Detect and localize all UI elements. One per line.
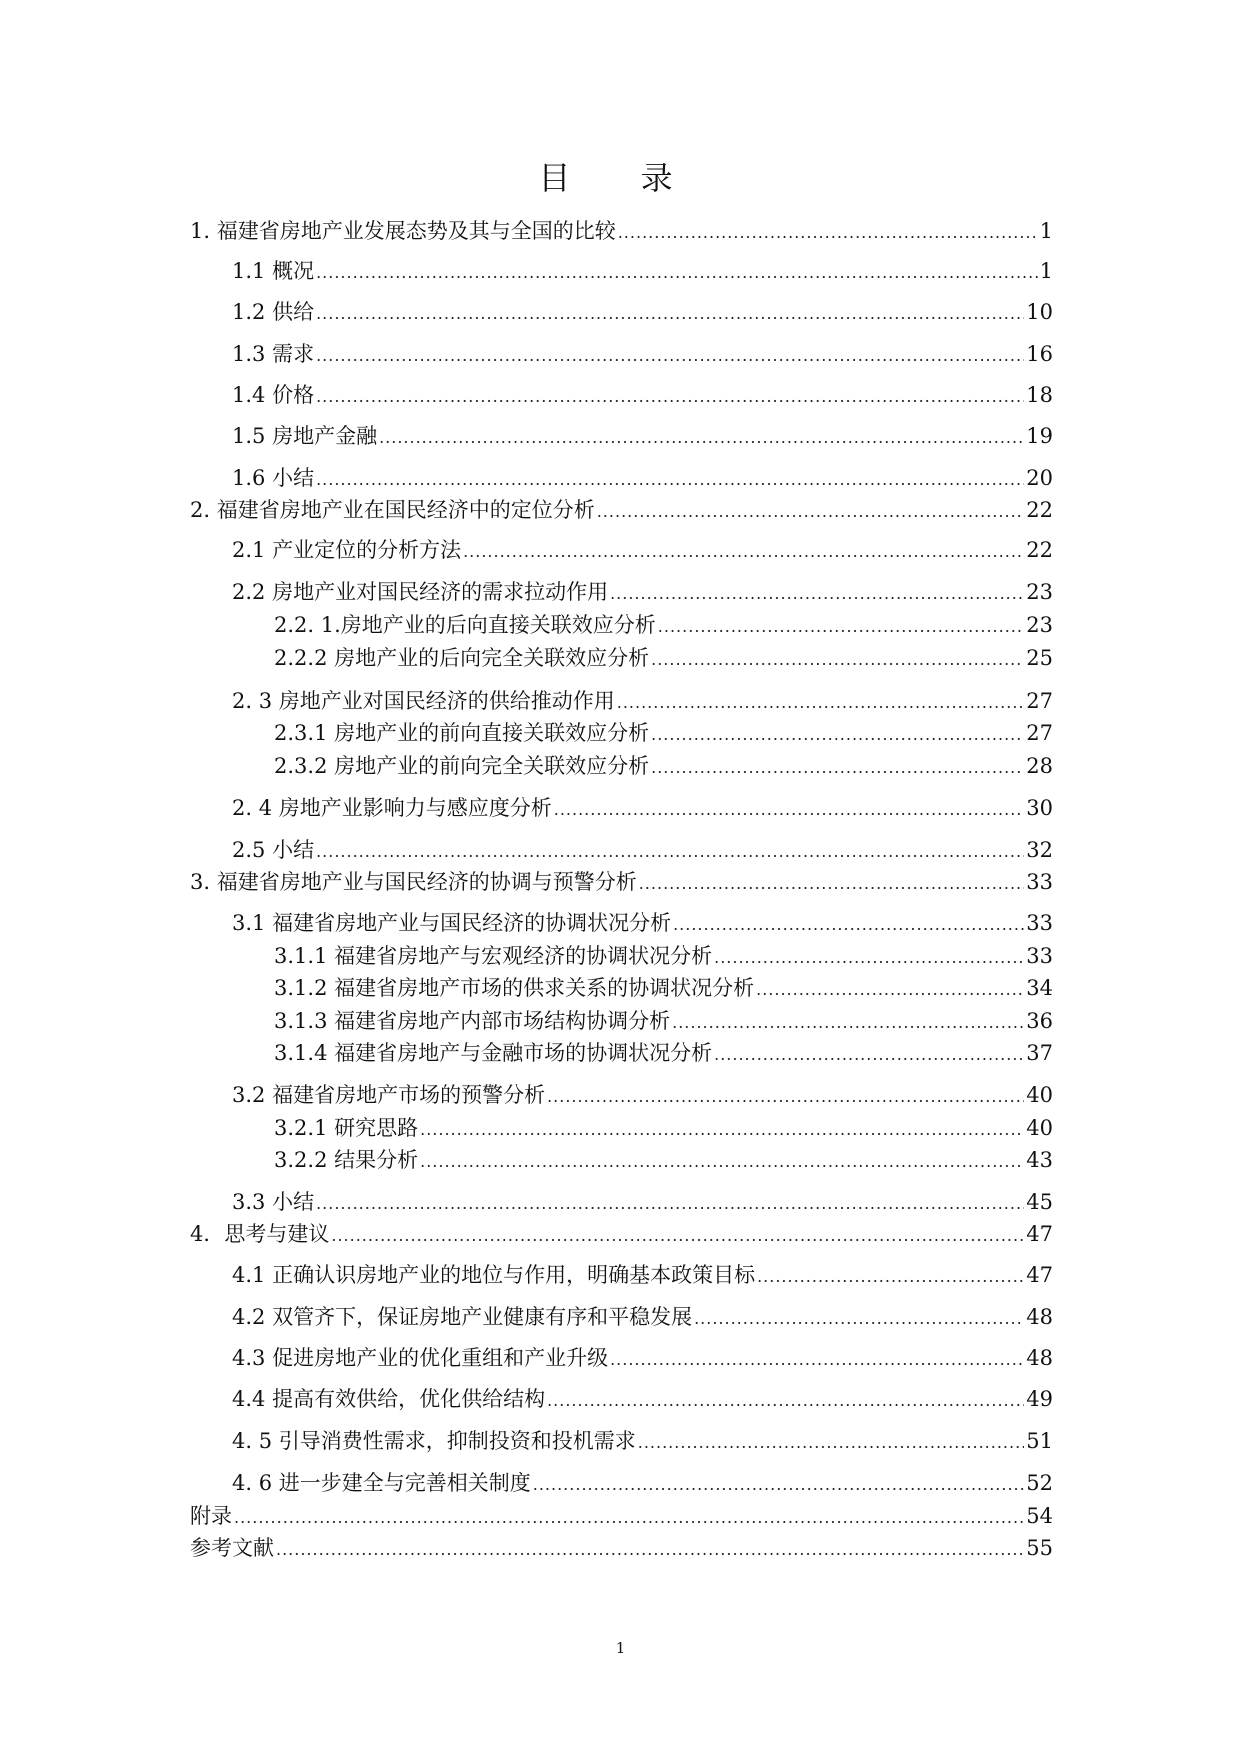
toc-entry[interactable] [274,1147,1053,1175]
toc-entry[interactable] [232,910,1053,938]
toc-leader-dots [658,614,1024,640]
toc-entry[interactable] [232,1386,1053,1414]
toc-leader-dots [673,912,1024,938]
toc-entry-page: 48 [1026,1346,1053,1370]
toc-entry-page: 32 [1026,838,1053,862]
toc-entry[interactable] [232,795,1053,823]
toc-entry[interactable] [190,1221,1053,1249]
toc-leader-dots [651,722,1024,748]
toc-entry-page: 51 [1026,1429,1053,1453]
toc-entry-page: 27 [1026,689,1053,713]
toc-entry-label: 4．思考与建议 [190,1222,330,1246]
toc-entry-label: 2.2.2 房地产业的后向完全关联效应分析 [274,646,650,670]
toc-leader-dots [276,1537,1024,1563]
toc-entry-label: 4. 5 引导消费性需求，抑制投资和投机需求 [232,1429,636,1453]
toc-leader-dots [316,301,1024,327]
toc-leader-dots [463,539,1024,565]
toc-leader-dots [316,384,1024,410]
toc-leader-dots [672,1010,1024,1036]
toc-entry-page: 1 [1039,259,1053,283]
toc-entry-page: 54 [1026,1504,1053,1528]
toc-entry[interactable] [232,837,1053,865]
toc-leader-dots [714,1042,1024,1068]
toc-leader-dots [694,1306,1024,1332]
toc-leader-dots [554,797,1025,823]
toc-leader-dots [420,1117,1024,1143]
toc-entry[interactable] [190,497,1053,525]
toc-leader-dots [316,467,1024,493]
toc-entry-page: 33 [1026,944,1053,968]
toc-entry[interactable] [232,423,1053,451]
toc-entry[interactable] [274,753,1053,781]
toc-entry[interactable] [190,1503,1053,1531]
toc-entry-page: 47 [1026,1222,1053,1246]
toc-entry-label: 4. 6 进一步建全与完善相关制度 [232,1471,531,1495]
toc-entry-page: 40 [1026,1083,1053,1107]
toc-entry[interactable] [232,1428,1053,1456]
toc-entry-page: 20 [1026,466,1053,490]
toc-entry-page: 48 [1026,1305,1053,1329]
toc-entry-page: 34 [1026,976,1053,1000]
toc-entry-label: 2.3.2 房地产业的前向完全关联效应分析 [274,754,650,778]
toc-entry-page: 33 [1026,911,1053,935]
toc-entry-label: 1.4 价格 [232,383,315,407]
toc-entry-page: 47 [1026,1263,1053,1287]
toc-entry-page: 22 [1026,538,1053,562]
toc-entry-page: 16 [1026,342,1053,366]
toc-entry[interactable] [232,1189,1053,1217]
toc-entry-label: 3. 福建省房地产业与国民经济的协调与预警分析 [190,870,637,894]
toc-entry-page: 28 [1026,754,1053,778]
toc-entry-label: 3.1 福建省房地产业与国民经济的协调状况分析 [232,911,672,935]
toc-entry-label: 3.2.2 结果分析 [274,1148,419,1172]
toc-leader-dots [756,977,1024,1003]
toc-entry[interactable] [232,1470,1053,1498]
toc-leader-dots [610,1347,1024,1373]
toc-entry-page: 22 [1026,498,1053,522]
toc-entry-label: 1.5 房地产金融 [232,424,378,448]
toc-entry-page: 52 [1026,1471,1053,1495]
toc-leader-dots [618,220,1038,246]
toc-entry[interactable] [274,612,1053,640]
toc-leader-dots [316,1191,1024,1217]
toc-entry[interactable] [274,645,1053,673]
toc-entry[interactable] [232,465,1053,493]
toc-entry-page: 10 [1026,300,1053,324]
toc-entry[interactable] [232,1082,1053,1110]
toc-entry-label: 参考文献 [190,1536,274,1560]
toc-leader-dots [651,647,1024,673]
toc-entry-page: 23 [1026,580,1053,604]
toc-entry[interactable] [274,975,1053,1003]
toc-entry[interactable] [232,579,1053,607]
toc-entry-page: 30 [1026,796,1053,820]
toc-entry-label: 4.2 双管齐下，保证房地产业健康有序和平稳发展 [232,1305,693,1329]
toc-entry-label: 1.6 小结 [232,466,315,490]
toc-entry[interactable] [232,299,1053,327]
toc-entry-page: 49 [1026,1387,1053,1411]
toc-entry-label: 3.1.4 福建省房地产与金融市场的协调状况分析 [274,1041,713,1065]
toc-entry[interactable] [232,1304,1053,1332]
toc-entry-label: 1.3 需求 [232,342,315,366]
toc-leader-dots [547,1388,1024,1414]
toc-entry[interactable] [190,1535,1053,1563]
toc-entry[interactable] [274,943,1053,971]
toc-entry-page: 55 [1026,1536,1053,1560]
toc-entry-label: 2.2 房地产业对国民经济的需求拉动作用 [232,580,609,604]
toc-entry[interactable] [190,218,1053,246]
toc-entry-label: 4.3 促进房地产业的优化重组和产业升级 [232,1346,609,1370]
toc-entry-label: 3.1.3 福建省房地产内部市场结构协调分析 [274,1009,671,1033]
toc-leader-dots [617,690,1025,716]
page-number: 1 [615,1639,626,1657]
toc-leader-dots [610,581,1024,607]
toc-entry-label: 2.5 小结 [232,838,315,862]
toc-leader-dots [547,1084,1024,1110]
toc-entry[interactable] [274,1040,1053,1068]
toc-leader-dots [316,260,1038,286]
toc-entry-page: 18 [1026,383,1053,407]
toc-entry-page: 43 [1026,1148,1053,1172]
toc-leader-dots [714,945,1024,971]
toc-entry-label: 2.2. 1.房地产业的后向直接关联效应分析 [274,613,656,637]
toc-entry-label: 3.2 福建省房地产市场的预警分析 [232,1083,546,1107]
toc-entry[interactable] [274,720,1053,748]
toc-entry-label: 3.2.1 研究思路 [274,1116,419,1140]
toc-entry-label: 3.1.2 福建省房地产市场的供求关系的协调状况分析 [274,976,755,1000]
toc-entry-label: 4.1 正确认识房地产业的地位与作用，明确基本政策目标 [232,1263,756,1287]
toc-entry-page: 19 [1026,424,1053,448]
toc-entry-page: 25 [1026,646,1053,670]
toc-leader-dots [420,1149,1024,1175]
toc-leader-dots [379,425,1024,451]
toc-entry-page: 23 [1026,613,1053,637]
toc-leader-dots [533,1472,1025,1498]
toc-entry-page: 1 [1039,219,1053,243]
toc-entry[interactable] [232,258,1053,286]
toc-entry-label: 4.4 提高有效供给，优化供给结构 [232,1387,546,1411]
toc-entry[interactable] [232,688,1053,716]
toc-entry[interactable] [274,1008,1053,1036]
toc-leader-dots [316,839,1024,865]
toc-entry-label: 附录 [190,1504,232,1528]
toc-leader-dots [638,1430,1025,1456]
toc-entry-page: 33 [1026,870,1053,894]
toc-entry-page: 36 [1026,1009,1053,1033]
toc-title: 目 录 [538,159,703,197]
toc-leader-dots [331,1223,1024,1249]
toc-entry-label: 2.1 产业定位的分析方法 [232,538,462,562]
toc-leader-dots [316,343,1024,369]
toc-entry-page: 37 [1026,1041,1053,1065]
toc-entry-label: 2. 福建省房地产业在国民经济中的定位分析 [190,498,595,522]
toc-leader-dots [639,871,1025,897]
toc-leader-dots [234,1505,1024,1531]
toc-entry[interactable] [190,869,1053,897]
toc-leader-dots [651,755,1024,781]
toc-entry-page: 45 [1026,1190,1053,1214]
toc-entry[interactable] [232,1345,1053,1373]
toc-entry[interactable] [232,1262,1053,1290]
toc-entry-label: 2. 4 房地产业影响力与感应度分析 [232,796,552,820]
toc-entry-label: 1.1 概况 [232,259,315,283]
toc-entry-label: 1.2 供给 [232,300,315,324]
toc-leader-dots [597,499,1025,525]
toc-entry-label: 3.3 小结 [232,1190,315,1214]
toc-entry-label: 2.3.1 房地产业的前向直接关联效应分析 [274,721,650,745]
toc-entry-label: 2. 3 房地产业对国民经济的供给推动作用 [232,689,615,713]
toc-leader-dots [757,1264,1024,1290]
toc-entry[interactable] [232,537,1053,565]
toc-entry-page: 27 [1026,721,1053,745]
toc-entry-label: 1. 福建省房地产业发展态势及其与全国的比较 [190,219,616,243]
toc-entry[interactable] [232,382,1053,410]
toc-entry-label: 3.1.1 福建省房地产与宏观经济的协调状况分析 [274,944,713,968]
toc-entry[interactable] [232,341,1053,369]
toc-entry[interactable] [274,1115,1053,1143]
toc-entry-page: 40 [1026,1116,1053,1140]
